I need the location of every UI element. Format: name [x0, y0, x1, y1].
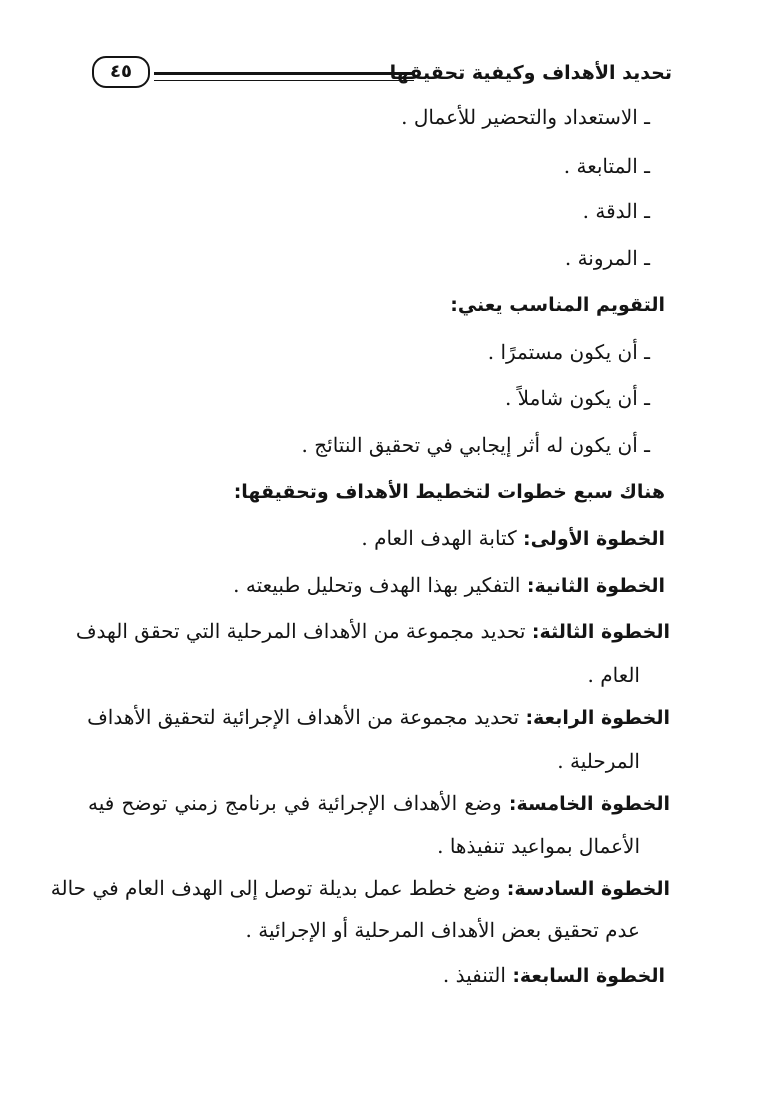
step-5 — [88, 790, 670, 817]
step-text: تحديد مجموعة من الأهداف الإجرائية لتحقيق الأهداف — [87, 705, 526, 729]
step-label: الخطوة الثانية: — [526, 575, 665, 597]
step-4-continuation: المرحلية . — [557, 749, 640, 773]
step-text: التنفيذ . — [442, 963, 513, 987]
step-label: الخطوة السادسة: — [506, 878, 670, 900]
running-header — [92, 50, 672, 94]
list-item: ـ المتابعة . — [563, 154, 650, 178]
step-label: الخطوة السابعة: — [512, 965, 665, 987]
step-7 — [443, 962, 665, 989]
step-text: كتابة الهدف العام . — [361, 526, 523, 550]
step-text: التفكير بهذا الهدف وتحليل طبيعته . — [233, 573, 527, 597]
step-2 — [233, 572, 665, 599]
step-label: الخطوة الرابعة: — [525, 707, 670, 729]
step-3 — [75, 618, 670, 645]
step-6 — [50, 875, 670, 902]
list-item: ـ أن يكون مستمرًا . — [487, 340, 650, 364]
step-6-continuation: عدم تحقيق بعض الأهداف المرحلية أو الإجرائية . — [245, 918, 640, 942]
step-text: وضع الأهداف الإجرائية في برنامج زمني توضح فيه — [88, 791, 509, 815]
step-4 — [88, 704, 670, 731]
header-rule — [154, 72, 414, 75]
step-text: تحديد مجموعة من الأهداف المرحلية التي تحقق الهدف — [75, 619, 532, 643]
list-item: ـ أن يكون له أثر إيجابي في تحقيق النتائج . — [301, 433, 650, 457]
list-item: ـ الاستعداد والتحضير للأعمال . — [401, 105, 650, 129]
page-number: ٤٥ — [92, 56, 150, 88]
evaluation-heading: التقويم المناسب يعني: — [450, 294, 665, 316]
step-label: الخطوة الأولى: — [522, 528, 665, 550]
steps-heading: هناك سبع خطوات لتخطيط الأهداف وتحقيقها: — [233, 481, 665, 503]
step-5-continuation: الأعمال بمواعيد تنفيذها . — [437, 834, 640, 858]
step-label: الخطوة الثالثة: — [531, 621, 670, 643]
header-rule-thin — [154, 80, 414, 81]
header-title: تحديد الأهداف وكيفية تحقيقها — [389, 62, 672, 84]
list-item: ـ أن يكون شاملاً . — [504, 386, 650, 410]
step-1 — [361, 525, 665, 552]
list-item: ـ المرونة . — [564, 246, 650, 270]
step-3-continuation: العام . — [587, 663, 640, 687]
step-label: الخطوة الخامسة: — [508, 793, 671, 815]
list-item: ـ الدقة . — [582, 199, 650, 223]
step-text: وضع خطط عمل بديلة توصل إلى الهدف العام في حالة — [50, 876, 507, 900]
